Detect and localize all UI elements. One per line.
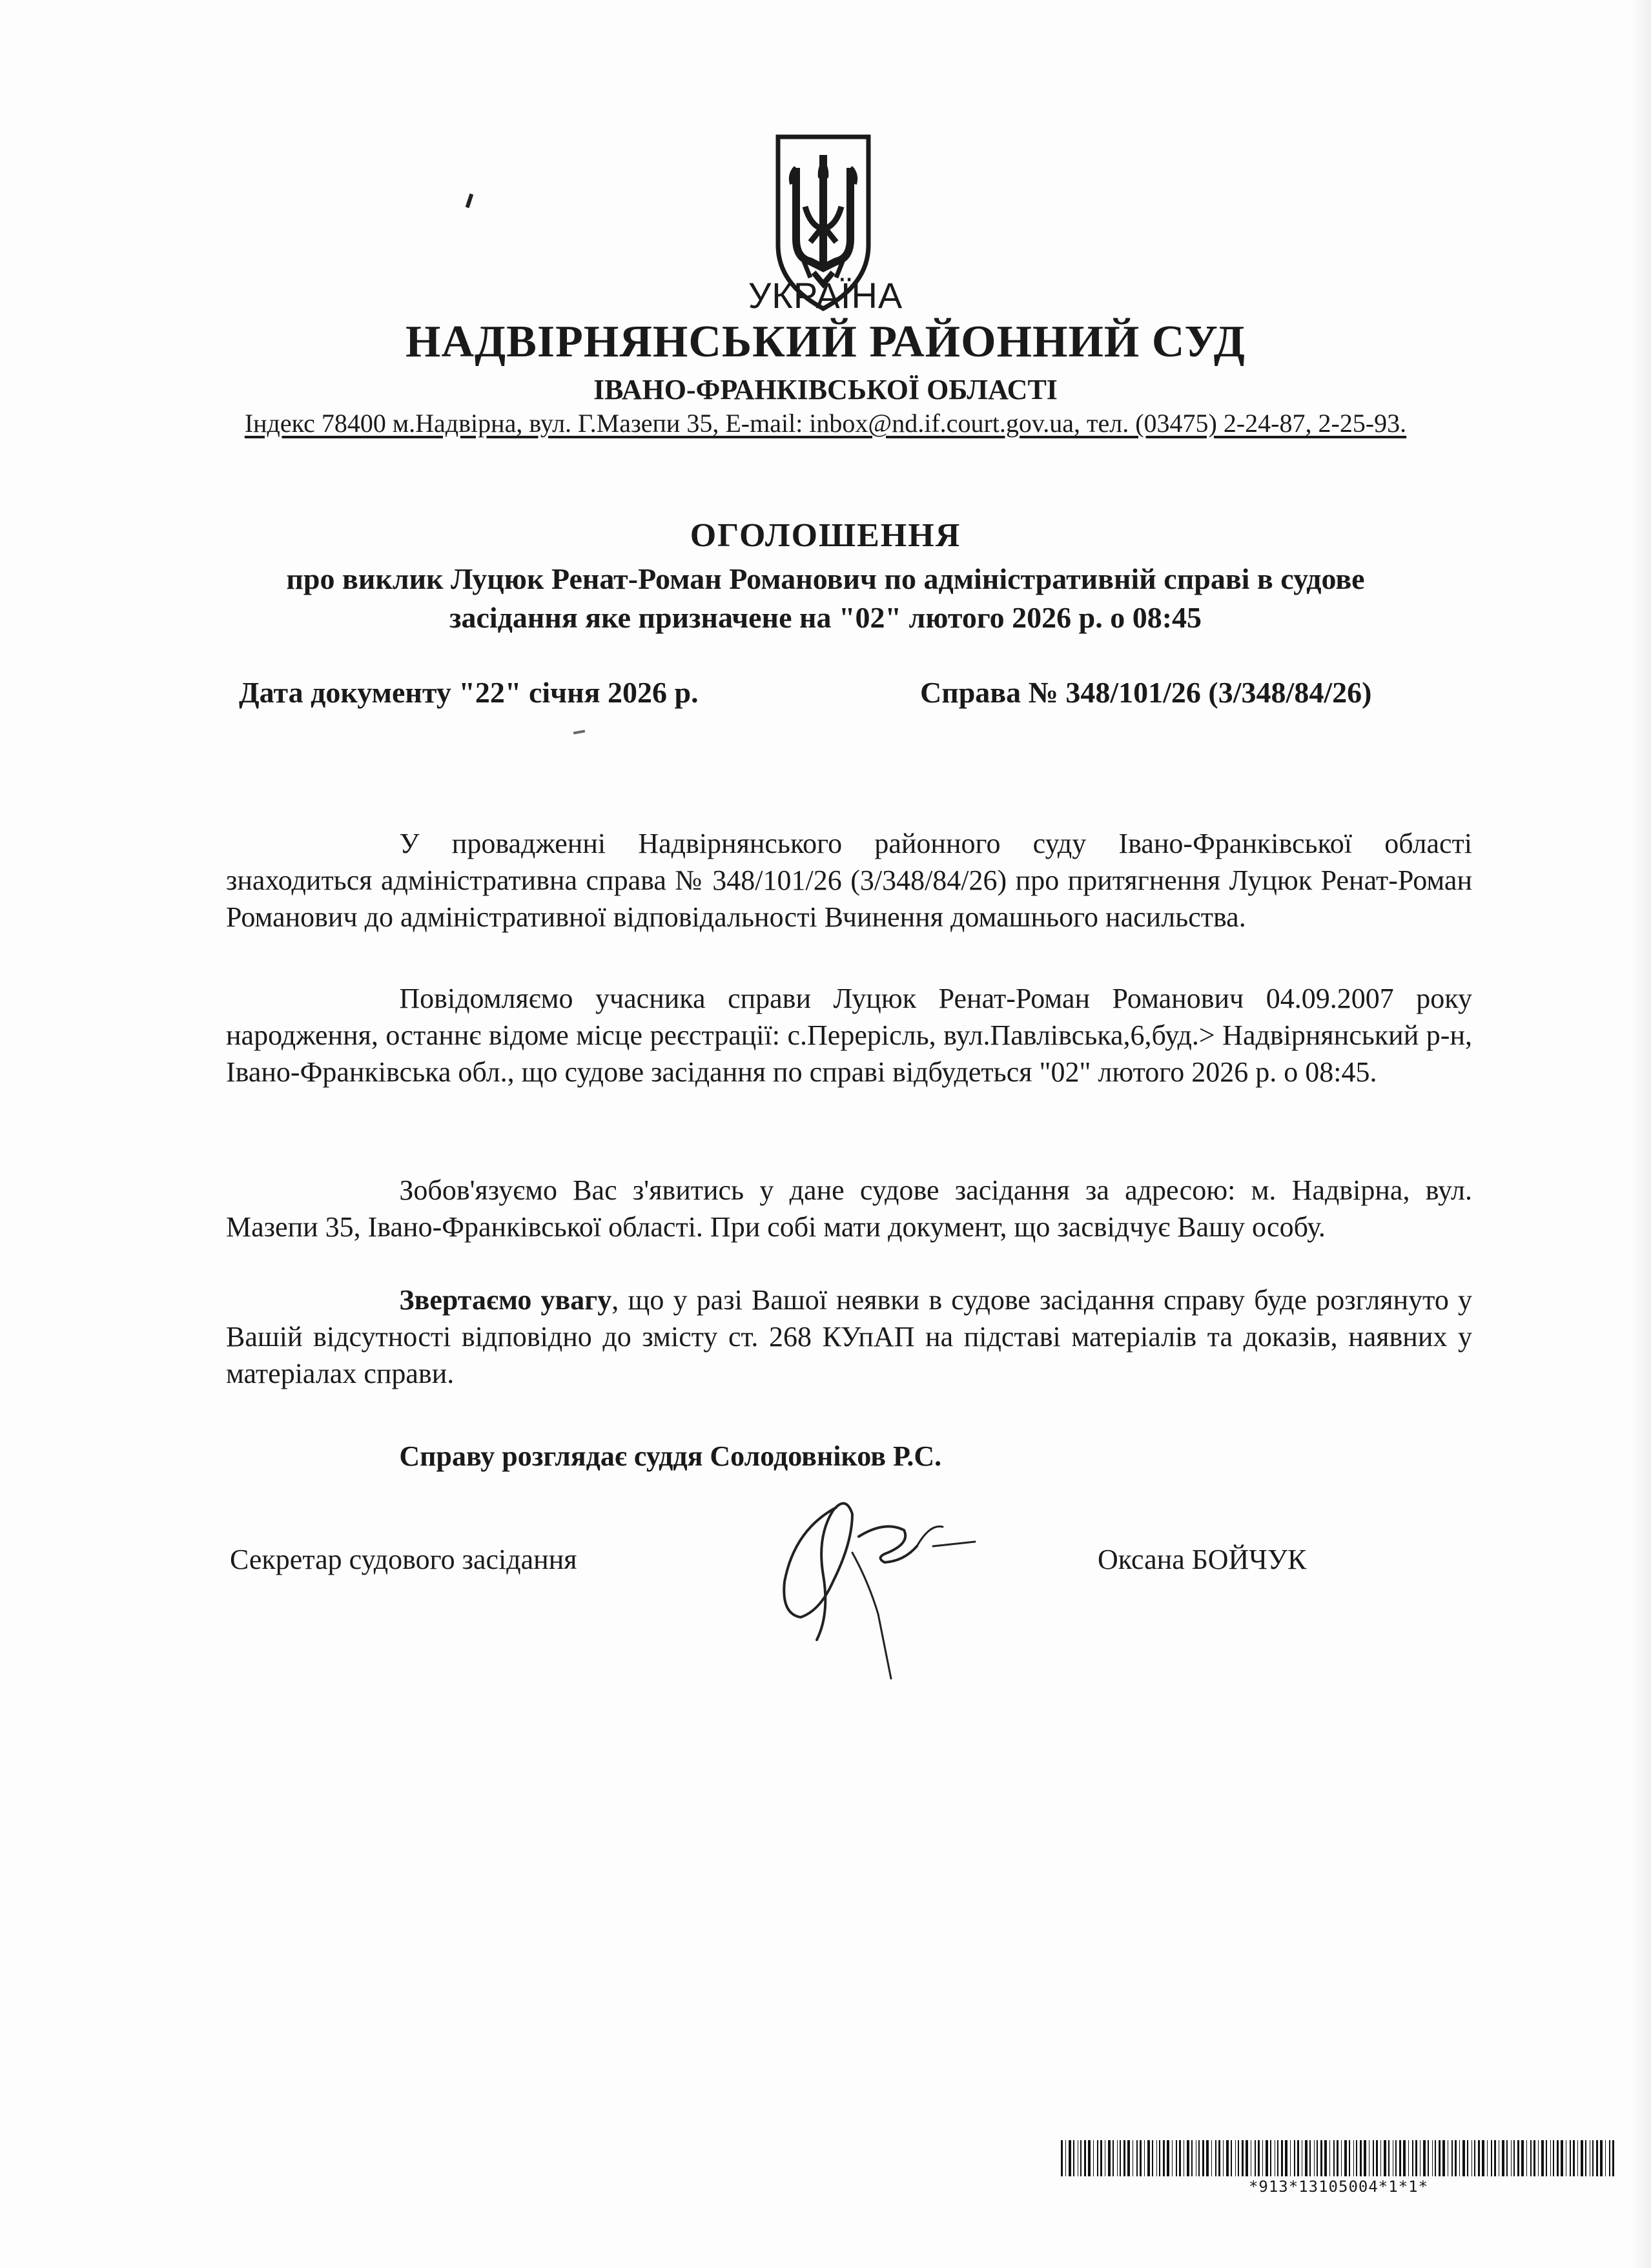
barcode-bar bbox=[1605, 2140, 1606, 2176]
barcode-bar bbox=[1144, 2140, 1145, 2176]
barcode-bar bbox=[1242, 2140, 1244, 2176]
barcode-bar bbox=[1329, 2140, 1330, 2176]
secretary-name: Оксана БОЙЧУК bbox=[1098, 1544, 1307, 1575]
barcode-bar bbox=[1198, 2140, 1200, 2176]
barcode-bar bbox=[1353, 2140, 1354, 2176]
barcode-bar bbox=[1246, 2140, 1248, 2176]
barcode-bar bbox=[1097, 2140, 1098, 2176]
attention-label: Звертаємо увагу bbox=[399, 1284, 612, 1316]
barcode-bar bbox=[1290, 2140, 1291, 2176]
barcode-bar bbox=[1412, 2140, 1413, 2176]
barcode-bar bbox=[1349, 2140, 1350, 2176]
barcode-bar bbox=[1238, 2140, 1239, 2176]
barcode-bar bbox=[1176, 2140, 1177, 2176]
barcode-bar bbox=[1478, 2140, 1480, 2176]
barcode-bar bbox=[1211, 2140, 1212, 2176]
barcode-bar bbox=[1108, 2140, 1111, 2176]
barcode-bar bbox=[1561, 2140, 1563, 2176]
barcode-bar bbox=[1399, 2140, 1401, 2176]
barcode-bar bbox=[1487, 2140, 1488, 2176]
barcode-bar bbox=[1277, 2140, 1278, 2176]
body-paragraph-3: Зобов'язуємо Вас з'явитись у дане судове засідання за адресою: м. Надвірна, вул. Мазепи 35, Івано-Франківської області. При собі мати документ, що засвідчує Вашу особу. bbox=[226, 1174, 1472, 1243]
barcode-bar bbox=[1179, 2140, 1181, 2176]
barcode-bar bbox=[1218, 2140, 1220, 2176]
barcode-bar bbox=[1337, 2140, 1338, 2176]
barcode-bar bbox=[1088, 2140, 1091, 2176]
barcode-bar bbox=[1570, 2140, 1571, 2176]
barcode-bar bbox=[1491, 2140, 1492, 2176]
barcode-bar bbox=[1530, 2140, 1532, 2176]
barcode-bar bbox=[1191, 2140, 1193, 2176]
attention-text: , що у разі Вашої неявки в судове засідання справу буде розглянуто у Вашій відсутності відповідно до змісту ст. 268 КУпАП на підставі матеріалів та доказів, наявних у матеріалах справи. bbox=[226, 1284, 1472, 1389]
barcode-bar bbox=[1080, 2140, 1082, 2176]
notice-subject-line-2: засідання яке призначене на "02" лютого 2026 р. о 08:45 bbox=[449, 601, 1202, 634]
court-region: ІВАНО-ФРАНКІВСЬКОЇ ОБЛАСТІ bbox=[593, 374, 1058, 405]
barcode-bar bbox=[1163, 2140, 1165, 2176]
barcode-bar bbox=[1428, 2140, 1429, 2176]
barcode-bar bbox=[1592, 2140, 1594, 2176]
barcode-bar bbox=[1462, 2140, 1465, 2176]
barcode-bar bbox=[1502, 2140, 1504, 2176]
scan-artifact bbox=[466, 194, 474, 209]
barcode-bar bbox=[1526, 2140, 1527, 2176]
barcode-bar bbox=[1073, 2140, 1074, 2176]
barcode-bar bbox=[1187, 2140, 1189, 2176]
barcode-bar bbox=[1455, 2140, 1457, 2176]
barcode-bar bbox=[1585, 2140, 1586, 2176]
barcode-bar bbox=[1511, 2140, 1512, 2176]
barcode-bar bbox=[1581, 2140, 1583, 2176]
notice-subject-line-1: про виклик Луцюк Ренат-Роман Романович по адміністративній справі в судове bbox=[286, 562, 1365, 595]
barcode-bar bbox=[1432, 2140, 1433, 2176]
barcode-bar bbox=[1084, 2140, 1086, 2176]
barcode-bar bbox=[1403, 2140, 1406, 2176]
barcode-bar bbox=[1408, 2140, 1409, 2176]
barcode-bar bbox=[1147, 2140, 1150, 2176]
barcode-bar bbox=[1415, 2140, 1417, 2176]
barcode-bar bbox=[1506, 2140, 1508, 2176]
body-paragraph-1: У провадженні Надвірнянського районного суду Івано-Франківської області знаходиться адміністративна справа № 348/101/26 (3/348/84/26) про притягнення Луцюк Ренат-Роман Романович до адміністративної відповідальності Вчинення домашнього насильства. bbox=[226, 828, 1472, 933]
barcode-bar bbox=[1061, 2140, 1063, 2176]
barcode-bar bbox=[1324, 2140, 1327, 2176]
barcode-bar bbox=[1255, 2140, 1256, 2176]
body-paragraph-4 bbox=[226, 1282, 1472, 1392]
barcode-bar bbox=[1235, 2140, 1236, 2176]
barcode-bar bbox=[1069, 2140, 1071, 2176]
barcode-bar bbox=[1159, 2140, 1160, 2176]
body-paragraph-2: Повідомляємо учасника справи Луцюк Ренат-Роман Романович 04.09.2007 року народження, останнє відоме місце реєстрації: с.Перерісль, вул.Павлівська,6,буд.> Надвірнянський р-н, Івано-Франківська обл., що судове засідання по справі відбудеться "02" лютого 2026 р. о 08:45. bbox=[226, 983, 1472, 1088]
barcode-bar bbox=[1100, 2140, 1102, 2176]
barcode-bar bbox=[1546, 2140, 1547, 2176]
barcode-bar bbox=[1333, 2140, 1335, 2176]
court-address-line: Індекс 78400 м.Надвірна, вул. Г.Мазепи 35, E-mail: inbox@nd.if.court.gov.ua, тел. (03475) 2-24-87, 2-25-93. bbox=[244, 409, 1407, 438]
barcode-bar bbox=[1482, 2140, 1484, 2176]
barcode-bar bbox=[1258, 2140, 1260, 2176]
barcode-bar bbox=[1467, 2140, 1468, 2176]
barcode-bar bbox=[1538, 2140, 1539, 2176]
barcode-bar bbox=[1395, 2140, 1397, 2176]
barcode-bar bbox=[1384, 2140, 1386, 2176]
barcode-bar bbox=[1373, 2140, 1374, 2176]
barcode-bar bbox=[1380, 2140, 1381, 2176]
barcode-bar bbox=[1226, 2140, 1229, 2176]
barcode-bar bbox=[1113, 2140, 1114, 2176]
barcode-bar bbox=[1297, 2140, 1299, 2176]
barcode-bar bbox=[1364, 2140, 1366, 2176]
country-name: УКРАЇНА bbox=[748, 275, 903, 316]
barcode-bar bbox=[1557, 2140, 1559, 2176]
barcode-icon bbox=[1061, 2140, 1616, 2176]
barcode-bar bbox=[1140, 2140, 1142, 2176]
barcode-bar bbox=[1435, 2140, 1436, 2176]
case-number: Справа № 348/101/26 (3/348/84/26) bbox=[920, 676, 1372, 709]
barcode-bar bbox=[1596, 2140, 1598, 2176]
barcode-bar bbox=[1360, 2140, 1362, 2176]
notice-title: ОГОЛОШЕННЯ bbox=[690, 517, 961, 554]
barcode-bar bbox=[1344, 2140, 1347, 2176]
barcode-bar bbox=[1156, 2140, 1157, 2176]
barcode-bar bbox=[1285, 2140, 1287, 2176]
barcode-bar bbox=[1281, 2140, 1283, 2176]
barcode-bar bbox=[1123, 2140, 1125, 2176]
barcode-bar bbox=[1494, 2140, 1496, 2176]
barcode-bar bbox=[1320, 2140, 1322, 2176]
secretary-role: Секретар судового засідання bbox=[230, 1544, 577, 1575]
barcode-number: *913*13105004*1*1* bbox=[1248, 2178, 1429, 2196]
barcode-bar bbox=[1223, 2140, 1224, 2176]
barcode-bar bbox=[1439, 2140, 1441, 2176]
barcode-bar bbox=[1117, 2140, 1118, 2176]
barcode-bar bbox=[1127, 2140, 1130, 2176]
barcode-bar bbox=[1474, 2140, 1475, 2176]
barcode-bar bbox=[1533, 2140, 1535, 2176]
barcode-bar bbox=[1376, 2140, 1378, 2176]
barcode-bar bbox=[1120, 2140, 1121, 2176]
barcode-bar bbox=[1270, 2140, 1271, 2176]
barcode-bar bbox=[1553, 2140, 1554, 2176]
barcode-bar bbox=[1206, 2140, 1209, 2176]
barcode-bar bbox=[1093, 2140, 1094, 2176]
barcode-bar bbox=[1609, 2140, 1610, 2176]
barcode-bar bbox=[1550, 2140, 1551, 2176]
barcode-bar bbox=[1423, 2140, 1426, 2176]
barcode-bar bbox=[1577, 2140, 1578, 2176]
barcode-bar bbox=[1314, 2140, 1315, 2176]
court-name: НАДВІРНЯНСЬКИЙ РАЙОННИЙ СУД bbox=[405, 317, 1246, 367]
barcode-bar bbox=[1231, 2140, 1232, 2176]
barcode-bar bbox=[1517, 2140, 1519, 2176]
barcode-bar bbox=[1202, 2140, 1204, 2176]
barcode-bar bbox=[1521, 2140, 1524, 2176]
barcode-bar bbox=[1065, 2140, 1066, 2176]
barcode-bar bbox=[1341, 2140, 1342, 2176]
barcode-bar bbox=[1459, 2140, 1460, 2176]
barcode-bar bbox=[1612, 2140, 1614, 2176]
barcode-bar bbox=[1309, 2140, 1311, 2176]
barcode-bar bbox=[1513, 2140, 1515, 2176]
barcode-bar bbox=[1215, 2140, 1216, 2176]
barcode-bar bbox=[1262, 2140, 1263, 2176]
barcode-bar bbox=[1541, 2140, 1544, 2176]
barcode-bar bbox=[1451, 2140, 1453, 2176]
barcode-bar bbox=[1600, 2140, 1603, 2176]
barcode-bar bbox=[1305, 2140, 1307, 2176]
barcode-bar bbox=[1573, 2140, 1575, 2176]
barcode-bar bbox=[1167, 2140, 1169, 2176]
barcode-bar bbox=[1356, 2140, 1357, 2176]
scan-artifact bbox=[573, 730, 585, 734]
document-date: Дата документу "22" січня 2026 р. bbox=[239, 676, 699, 709]
barcode-bar bbox=[1136, 2140, 1138, 2176]
barcode-bar bbox=[1388, 2140, 1390, 2176]
barcode-bar bbox=[1266, 2140, 1268, 2176]
barcode-bar bbox=[1152, 2140, 1153, 2176]
handwritten-signature-icon bbox=[755, 1485, 1001, 1685]
barcode-bar bbox=[1442, 2140, 1445, 2176]
barcode-bar bbox=[1317, 2140, 1318, 2176]
judge-line: Справу розглядає суддя Солодовніков Р.С. bbox=[399, 1440, 942, 1472]
barcode-bar bbox=[1294, 2140, 1295, 2176]
barcode-bar bbox=[1172, 2140, 1173, 2176]
